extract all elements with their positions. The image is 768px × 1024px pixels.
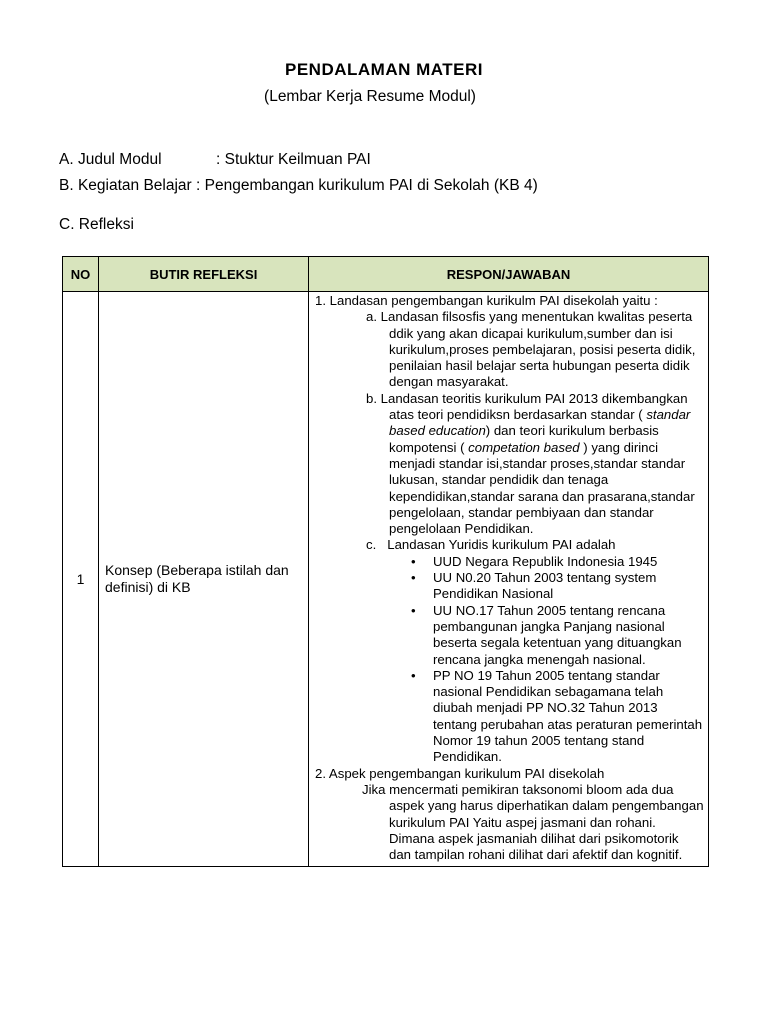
response-point-1c: [315, 537, 704, 553]
bullet-icon: •: [411, 570, 416, 586]
reflection-table: [62, 256, 709, 867]
module-title-value: : Stuktur Keilmuan PAI: [216, 151, 371, 168]
point-b-text-2: ) dan teori kurikulum berbasis kompotensi (: [389, 423, 659, 455]
point-c-label: c.: [366, 537, 377, 553]
point-b-italic-1: standar based education: [389, 407, 691, 439]
document-title: PENDALAMAN MATERI: [284, 60, 483, 79]
legal-basis-item: • UUD Negara Republik Indonesia 1945: [411, 553, 658, 569]
response-point-1: 1. Landasan pengembangan kurikulm PAI disekolah yaitu :: [315, 293, 658, 308]
response-cell: [309, 292, 709, 867]
point-b-text-1: Landasan teoritis kurikulum PAI 2013 dikembangkan atas teori pendidiksn berdasarkan standar (: [380, 390, 688, 423]
table-header-row: [63, 257, 709, 292]
bullet-icon: •: [411, 602, 416, 618]
point-a-label: a.: [366, 309, 377, 325]
reflection-heading: C. Refleksi: [59, 216, 134, 233]
learning-activity-row: [59, 177, 538, 195]
table-row: [63, 292, 709, 867]
module-title-row: [59, 151, 371, 169]
document-subtitle: (Lembar Kerja Resume Modul): [264, 88, 476, 105]
header-respon-jawaban: RESPON/JAWABAN: [309, 257, 709, 292]
reflection-item: Konsep (Beberapa istilah dan definisi) di KB: [99, 292, 309, 867]
row-number: 1: [63, 292, 99, 867]
header-butir-refleksi: BUTIR REFLEKSI: [99, 257, 309, 292]
point-b-text-3: ) yang dirinci menjadi standar isi,standar proses,standar standar lukusan, standar pendidik dan tenaga kependidikan,standar sarana dan prasarana,standar pengelolaan, standar pembiyaan dan standar pengelolaan Pendidikan.: [389, 439, 695, 537]
point-c-text: Landasan Yuridis kurikulum PAI adalah: [387, 537, 616, 553]
learning-activity-label: B. Kegiatan Belajar: [59, 177, 192, 194]
response-point-1a: [315, 309, 704, 390]
point-b-italic-2: competation based: [468, 439, 580, 455]
response-point-2: 2. Aspek pengembangan kurikulum PAI disekolah: [315, 765, 605, 781]
point-a-text: Landasan filsosfis yang menentukan kwalitas peserta ddik yang akan dicapai kurikulum,sumber dan isi kurikulum,proses pembelajaran, posisi peserta didik, penilaian hasil belajar serta hubungan peserta didik dengan masyarakat.: [380, 309, 696, 390]
legal-basis-item: • UU NO.17 Tahun 2005 tentang rencana pembangunan jangka Panjang nasional beserta segala ketentuan yang dituangkan rencana jangka menengah nasional.: [411, 602, 682, 667]
response-point-2-text: Jika mencermati pemikiran taksonomi bloom ada dua aspek yang harus diperhatikan dalam pengembangan kurikulum PAI Yaitu aspej jasmani dan rohani. Dimana aspek jasmaniah dilihat dari psikomotorik dan tampilan rohani dilihat dari afektif dan kognitif.: [362, 781, 704, 863]
legal-basis-item: • UU N0.20 Tahun 2003 tentang system Pendidikan Nasional: [411, 570, 657, 602]
learning-activity-value: : Pengembangan kurikulum PAI di Sekolah (KB 4): [196, 177, 538, 194]
point-b-label: b.: [366, 390, 377, 406]
legal-basis-item: • PP NO 19 Tahun 2005 tentang standar nasional Pendidikan sebagamana telah diubah menjadi PP NO.32 Tahun 2013 tentang perubahan atas peraturan pemerintah Nomor 19 tahun 2005 tentang stand Pendidikan.: [411, 667, 703, 765]
module-title-label: A. Judul Modul: [59, 151, 162, 168]
header-no: NO: [63, 257, 99, 292]
response-point-1b: [315, 391, 704, 538]
bullet-icon: •: [411, 553, 416, 569]
bullet-icon: •: [411, 667, 416, 683]
